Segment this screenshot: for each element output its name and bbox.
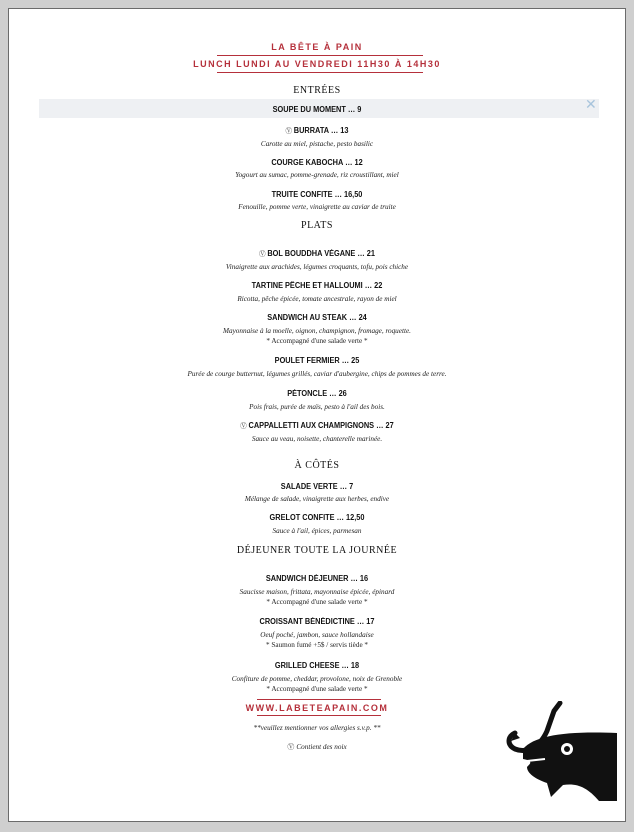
item-description: Carotte au miel, pistache, pesto basilic	[260, 140, 374, 148]
lunch-hours: LUNCH LUNDI AU VENDREDI 11H30 À 14H30	[193, 59, 441, 69]
menu-item-tartine	[34, 281, 601, 290]
item-name: CAPPALLETTI AUX CHAMPIGNONS … 27	[248, 421, 394, 430]
section-title-cotes: À CÔTÉS	[294, 460, 340, 471]
item-name: POULET FERMIER … 25	[274, 356, 360, 365]
item-name: BOL BOUDDHA VÉGANE … 21	[267, 249, 375, 258]
item-note: * Accompagné d'une salade verte *	[266, 685, 368, 693]
allergies-note: **veuillez mentionner vos allergies s.v.p. **	[253, 724, 381, 732]
item-note: * Saumon fumé +5$ / servis tiède *	[265, 641, 369, 649]
menu-item-poulet	[34, 356, 601, 365]
item-description: Mayonnaise à la moelle, oignon, champignon, fromage, roquette.	[223, 327, 411, 335]
item-description: Saucisse maison, frittata, mayonnaise épicée, épinard	[239, 588, 395, 596]
menu-item-courge	[34, 158, 601, 167]
item-name: SALADE VERTE … 7	[280, 482, 354, 491]
menu-item-bol-bouddha	[34, 249, 601, 259]
item-description: Fenouille, pomme verte, vinaigrette au caviar de truite	[238, 203, 396, 211]
menu-item-grelot	[34, 513, 601, 522]
footer-rule-bottom	[257, 715, 381, 716]
item-name: COURGE KABOCHA … 12	[271, 158, 363, 167]
menu-item-sandwich-steak	[34, 313, 601, 322]
vegan-icon: Ⓥ	[285, 127, 292, 135]
item-name: SANDWICH DÉJEUNER … 16	[265, 574, 369, 583]
menu-item-truite	[34, 190, 601, 199]
vegan-icon: Ⓥ	[287, 743, 295, 751]
menu-item-cappalletti	[34, 421, 601, 431]
menu-item-petoncle	[34, 389, 601, 398]
menu-item-burrata	[34, 126, 601, 136]
menu-item-sandwich-dejeuner	[34, 574, 601, 583]
item-description: Sauce à l'ail, épices, parmesan	[272, 527, 362, 535]
item-description: Yogourt au sumac, pomme-grenade, riz croustillant, miel	[235, 171, 399, 179]
item-note: * Accompagné d'une salade verte *	[266, 598, 368, 606]
item-name: SOUPE DU MOMENT … 9	[272, 105, 362, 114]
menu-item-grilled-cheese	[34, 661, 601, 670]
item-description: Sauce au veau, noisette, chanterelle marinée.	[251, 435, 383, 443]
section-title-entrees: ENTRÉES	[293, 85, 341, 96]
item-description: Purée de courge butternut, légumes grillés, caviar d'aubergine, chips de pommes de terre.	[187, 370, 447, 378]
item-note: * Accompagné d'une salade verte *	[266, 337, 368, 345]
item-name: SANDWICH AU STEAK … 24	[267, 313, 367, 322]
legend-text: Contient des noix	[296, 743, 347, 751]
vegan-icon: Ⓥ	[259, 250, 266, 258]
item-description: Pois frais, purée de maïs, pesto à l'ail des bois.	[249, 403, 385, 411]
item-name: GRELOT CONFITE … 12,50	[269, 513, 365, 522]
item-name: GRILLED CHEESE … 18	[274, 661, 360, 670]
item-description: Mélange de salade, vinaigrette aux herbes, endive	[244, 495, 390, 503]
item-name: BURRATA … 13	[293, 126, 349, 135]
item-name: TRUITE CONFITE … 16,50	[271, 190, 363, 199]
item-description: Ricotta, pêche épicée, tomate ancestrale, rayon de miel	[237, 295, 397, 303]
menu-item-soupe	[34, 105, 601, 114]
footer-rule-top	[257, 699, 381, 700]
close-icon[interactable]: ✕	[585, 97, 597, 113]
fish-hook-icon	[487, 701, 617, 801]
header-rule-top	[217, 55, 423, 56]
restaurant-name: LA BÊTE À PAIN	[271, 42, 363, 52]
item-description: Confiture de pomme, cheddar, provolone, noix de Grenoble	[231, 675, 403, 683]
item-description: Vinaigrette aux arachides, légumes croquants, tofu, pois chiche	[225, 263, 409, 271]
menu-page	[8, 8, 626, 822]
vegan-icon: Ⓥ	[240, 422, 247, 430]
section-title-dejeuner: DÉJEUNER TOUTE LA JOURNÉE	[236, 545, 398, 556]
item-description: Oeuf poché, jambon, sauce hollandaise	[260, 631, 374, 639]
menu-item-croissant	[34, 617, 601, 626]
menu-item-salade-verte	[34, 482, 601, 491]
header-rule-bottom	[217, 72, 423, 73]
item-name: TARTINE PÊCHE ET HALLOUMI … 22	[251, 281, 383, 290]
item-name: PÉTONCLE … 26	[287, 389, 347, 398]
website-link[interactable]: WWW.LABETEAPAIN.COM	[245, 703, 389, 713]
section-title-plats: PLATS	[301, 220, 333, 231]
item-name: CROISSANT BÉNÉDICTINE … 17	[259, 617, 375, 626]
